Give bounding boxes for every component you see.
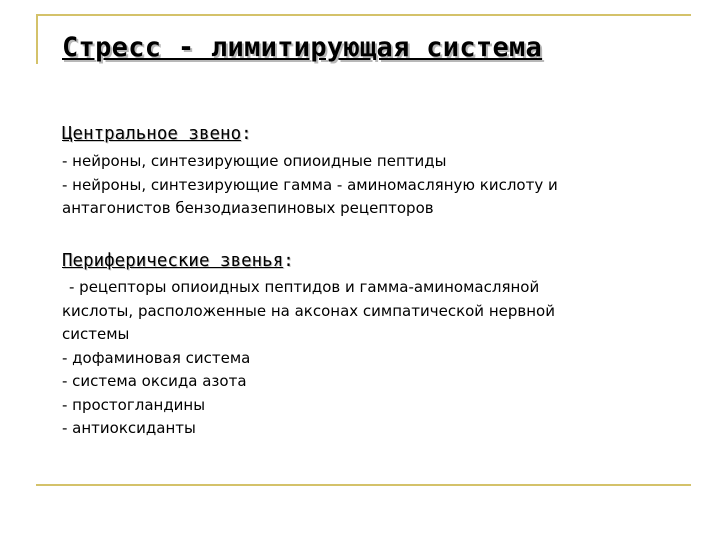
central-line-3: антагонистов бензодиазепиновых рецепторов — [62, 199, 434, 217]
peripheral-section-heading — [62, 251, 294, 271]
central-heading-text: Центральное звено — [62, 124, 242, 144]
peripheral-line-5: - система оксида азота — [62, 372, 247, 390]
central-line-1: - нейроны, синтезирующие опиоидные пептиды — [62, 152, 447, 170]
central-section-heading — [62, 124, 252, 144]
slide-title: Стресс - лимитирующая система — [62, 32, 543, 63]
peripheral-heading-text: Периферические звенья — [62, 251, 284, 271]
peripheral-line-1: - рецепторы опиоидных пептидов и гамма-аминомасляной — [69, 278, 540, 296]
frame-top-line — [36, 14, 691, 16]
peripheral-heading-colon: : — [283, 251, 294, 271]
peripheral-line-6: - простогландины — [62, 395, 206, 414]
peripheral-section-body — [62, 276, 712, 441]
peripheral-line-3: системы — [62, 325, 130, 343]
central-section-body — [62, 150, 712, 221]
central-heading-colon: : — [241, 124, 252, 144]
peripheral-line-2: кислоты, расположенные на аксонах симпатической нервной — [62, 301, 555, 320]
peripheral-line-4: - дофаминовая система — [62, 348, 251, 367]
peripheral-line-7: - антиоксиданты — [62, 419, 196, 437]
central-line-2: - нейроны, синтезирующие гамма - аминомасляную кислоту и — [62, 175, 558, 194]
frame-vertical-line — [36, 14, 38, 64]
frame-bottom-line — [36, 484, 691, 486]
